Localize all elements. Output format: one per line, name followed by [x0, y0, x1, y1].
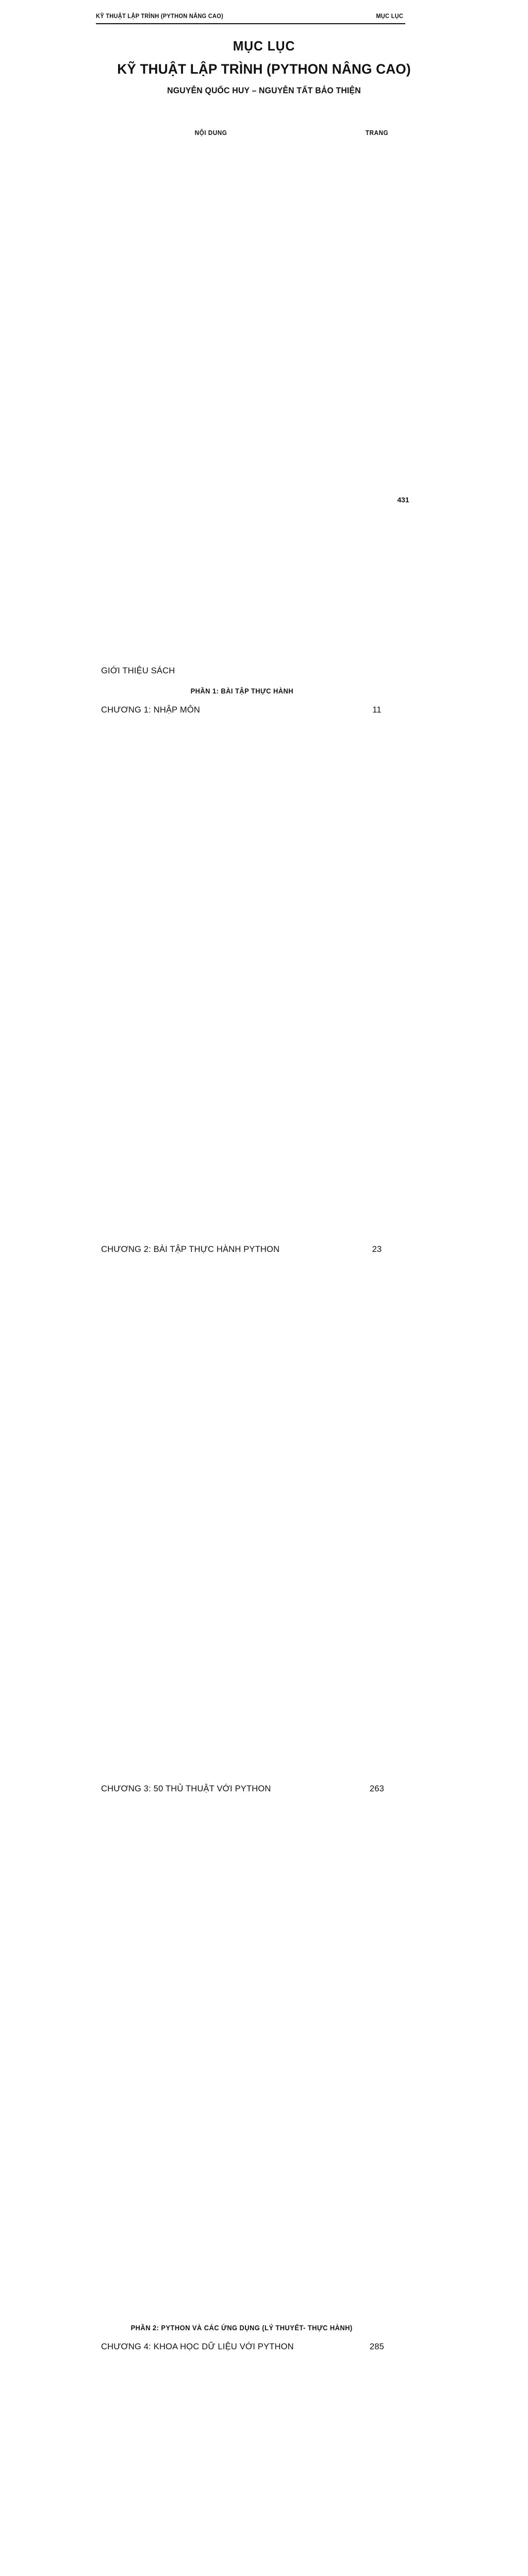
- toc-section-row[interactable]: [101, 687, 405, 694]
- toc-entry-label: PHẦN 2: PYTHON VÀ CÁC ỨNG DỤNG (LÝ THUYẾT- THỰC HÀNH): [131, 2324, 375, 2331]
- toc-section-row[interactable]: [101, 2324, 405, 2331]
- header-rule-right: [361, 23, 405, 24]
- running-head: [96, 12, 403, 20]
- toc-entry-page: 11: [349, 706, 405, 1233]
- toc-entry-row[interactable]: [101, 1245, 405, 1773]
- toc-entry-label: PHẦN 1: BÀI TẬP THỰC HÀNH: [190, 687, 316, 694]
- header-rule-left: [96, 23, 405, 24]
- toc-entry-row[interactable]: [101, 146, 405, 675]
- toc-entry-label: CHƯƠNG 4: KHOA HỌC DỮ LIỆU VỚI PYTHON: [101, 2343, 349, 2351]
- toc-column-content: NỘI DUNG: [113, 129, 336, 137]
- toc-rows: [101, 146, 405, 2576]
- toc-entry-page: 23: [349, 1245, 405, 1773]
- toc-entry-label: GIỚI THIỆU SÁCH: [101, 667, 349, 675]
- toc-entry-label: CHƯƠNG 3: 50 THỦ THUẬT VỚI PYTHON: [101, 1785, 349, 1793]
- toc-entry-row[interactable]: [101, 1785, 405, 2312]
- toc-column-page: TRANG: [352, 129, 403, 137]
- document-page: [0, 0, 528, 528]
- toc-entry-row[interactable]: [101, 706, 405, 1233]
- page-title: MỤC LỤC: [13, 38, 515, 54]
- toc-entry-label: CHƯƠNG 2: BÀI TẬP THỰC HÀNH PYTHON: [101, 1245, 349, 1254]
- toc-entry-page: 263: [349, 1785, 405, 2312]
- page-number: 431: [0, 496, 528, 504]
- toc-entry-label: CHƯƠNG 1: NHẬP MÔN: [101, 706, 349, 715]
- running-head-right: MỤC LỤC: [376, 12, 403, 20]
- toc-entry-page: [349, 146, 405, 673]
- title-block: [0, 38, 528, 96]
- running-head-left: KỸ THUẬT LẬP TRÌNH (PYTHON NÂNG CAO): [96, 12, 223, 20]
- toc-header-row: [101, 129, 405, 137]
- toc-entry-row[interactable]: [101, 2343, 405, 2576]
- authors: NGUYỄN QUỐC HUY – NGUYỄN TẤT BẢO THIỆN: [19, 86, 509, 96]
- book-title: KỸ THUẬT LẬP TRÌNH (PYTHON NÂNG CAO): [8, 61, 520, 77]
- toc-entry-page: 285: [349, 2343, 405, 2576]
